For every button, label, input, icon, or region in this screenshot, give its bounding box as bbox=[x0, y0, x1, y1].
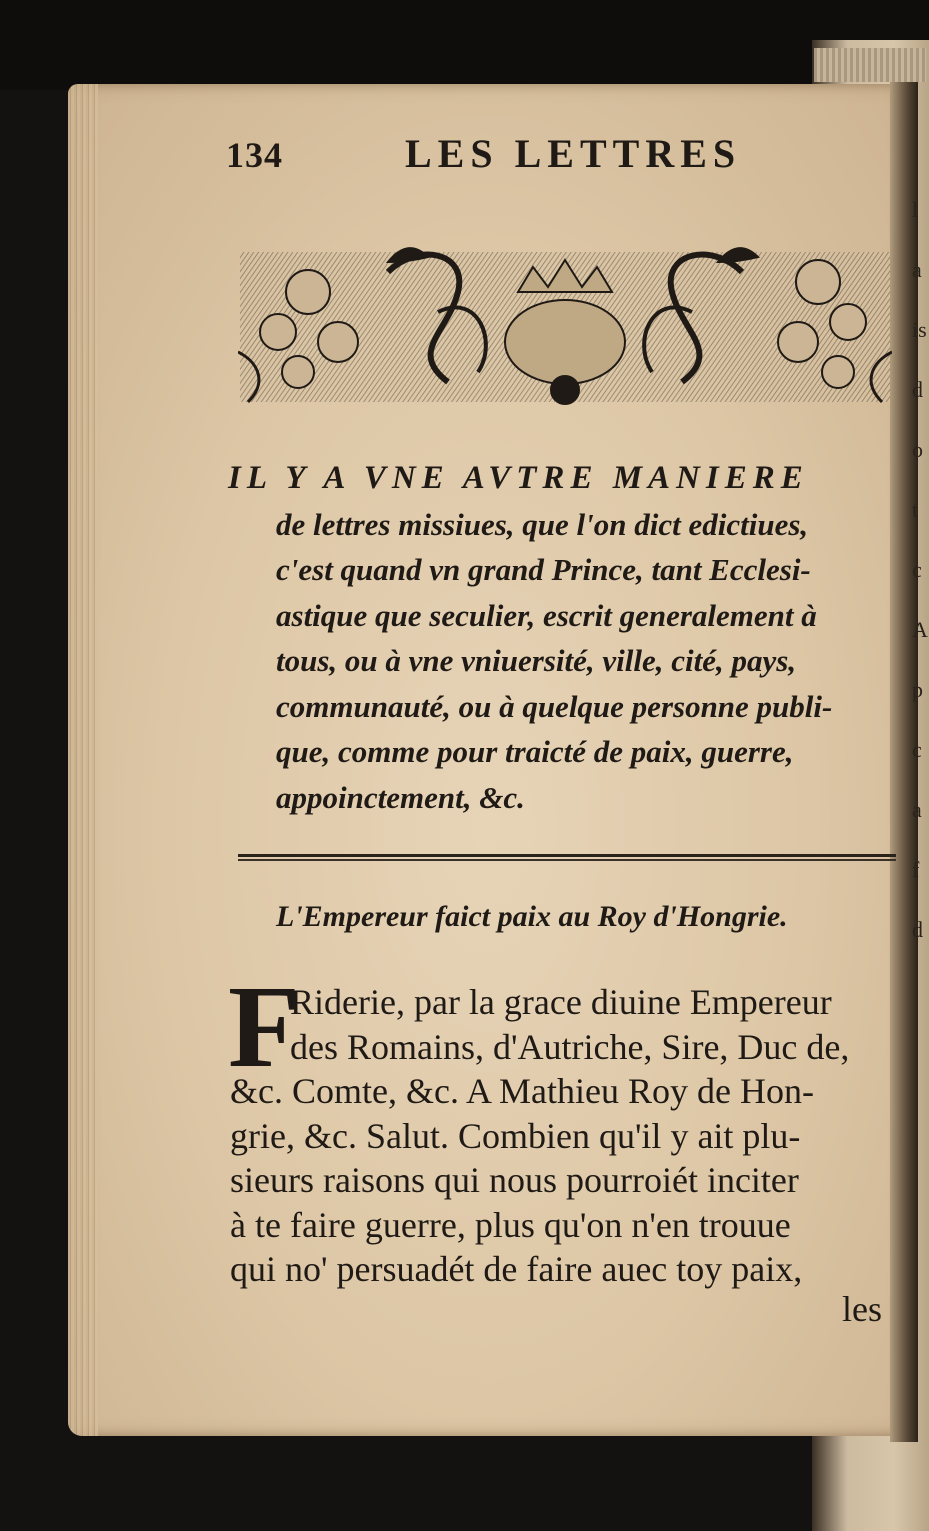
letter-title: L'Empereur faict paix au Roy d'Hongrie. bbox=[276, 900, 788, 933]
introduction-line: appoinctement, &c. bbox=[276, 779, 525, 815]
letter-line: des Romains, d'Autriche, Sire, Duc de, bbox=[290, 1026, 850, 1067]
introduction-line: c'est quand vn grand Prince, tant Ecclesi- bbox=[276, 552, 811, 587]
introduction-line: de lettres missiues, que l'on dict edictiues, bbox=[276, 506, 809, 542]
horizontal-rule bbox=[238, 854, 896, 861]
adjacent-page-letters: l a is d o t c A p c a f d bbox=[912, 197, 928, 942]
introduction-line: communauté, ou à quelque personne publi- bbox=[276, 688, 833, 724]
letter-line: à te faire guerre, plus qu'on n'en trouue bbox=[230, 1204, 791, 1245]
floral-ornament-icon bbox=[238, 232, 892, 412]
letter-line: &c. Comte, &c. A Mathieu Roy de Hon- bbox=[230, 1071, 814, 1111]
adjacent-page-strip bbox=[814, 48, 926, 82]
page-number: 134 bbox=[226, 135, 283, 175]
letter-line: qui no' persuadét de faire auec toy paix, bbox=[230, 1249, 803, 1289]
introduction-line: tous, ou à vne vniuersité, ville, cité, pays, bbox=[276, 643, 797, 678]
scan-background-top bbox=[0, 0, 929, 90]
catchword: les bbox=[842, 1289, 882, 1329]
letter-line: Riderie, par la grace diuine Empereur bbox=[290, 982, 832, 1022]
introduction-paragraph bbox=[228, 456, 900, 820]
running-head: LES LETTRES bbox=[405, 131, 742, 176]
page-fore-edge bbox=[68, 84, 98, 1436]
introduction-line: que, comme pour traicté de paix, guerre, bbox=[276, 734, 794, 769]
letter-line: grie, &c. Salut. Combien qu'il y ait plu- bbox=[230, 1115, 801, 1156]
letter-body bbox=[228, 961, 902, 1292]
introduction-line: astique que seculier, escrit generalement à bbox=[276, 597, 817, 633]
introduction-line: IL Y A VNE AVTRE MANIERE bbox=[228, 460, 809, 496]
letter-line: sieurs raisons qui nous pourroiét inciter bbox=[230, 1160, 799, 1200]
dropcap-letter: F bbox=[228, 961, 301, 1092]
